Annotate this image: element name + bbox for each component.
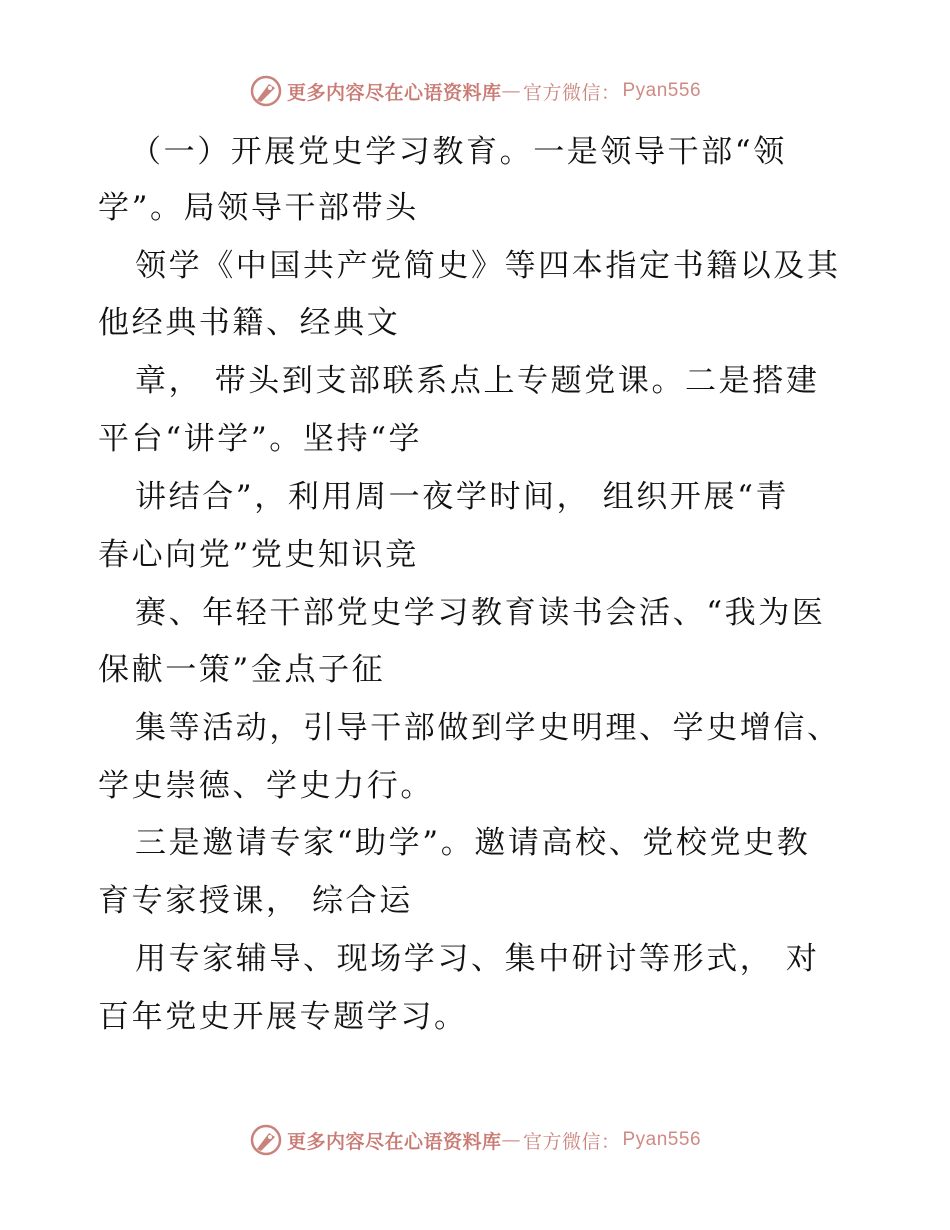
body-line: 领学《中国共产党简史》等四本指定书籍以及其 <box>135 248 841 284</box>
body-line: 学”。局领导干部带头 <box>98 190 419 226</box>
watermark-wechat-id: Pyan556 <box>622 1129 702 1150</box>
body-line: 三是邀请专家“助学”。邀请高校、党校党史教 <box>135 825 811 861</box>
pen-nib-logo-icon <box>249 1123 283 1157</box>
body-line: 用专家辅导、现场学习、集中研讨等形式， 对 <box>135 941 820 977</box>
watermark-label: 官方微信： <box>522 1130 621 1153</box>
body-line: 春心向党”党史知识竞 <box>98 537 419 573</box>
body-line: 学史崇德、学史力行。 <box>98 768 434 804</box>
watermark-label: 官方微信： <box>522 81 621 104</box>
body-line: 赛、年轻干部党史学习教育读书会活、“我为医 <box>135 595 826 631</box>
watermark-text: 更多内容尽在心语资料库 <box>286 81 502 104</box>
body-line: 章， 带头到支部联系点上专题党课。二是搭建 <box>135 363 820 399</box>
watermark-wechat-id: Pyan556 <box>622 80 702 101</box>
watermark-text: 更多内容尽在心语资料库 <box>286 1130 502 1153</box>
body-line: 百年党史开展专题学习。 <box>98 999 468 1035</box>
footer-watermark <box>0 1120 950 1160</box>
watermark-separator: — <box>501 80 521 102</box>
body-line: 讲结合”，利用周一夜学时间， 组织开展“青 <box>135 479 790 515</box>
body-line: 育专家授课， 综合运 <box>98 883 413 919</box>
body-line: 他经典书籍、经典文 <box>98 305 401 341</box>
header-watermark <box>0 71 950 111</box>
body-line: 保献一策”金点子征 <box>98 652 386 688</box>
watermark-separator: — <box>501 1129 521 1151</box>
body-line: （一）开展党史学习教育。一是领导干部“领 <box>130 134 787 170</box>
body-line: 集等活动，引导干部做到学史明理、学史增信、 <box>135 710 841 746</box>
body-line: 平台“讲学”。坚持“学 <box>98 421 423 457</box>
pen-nib-logo-icon <box>249 74 283 108</box>
